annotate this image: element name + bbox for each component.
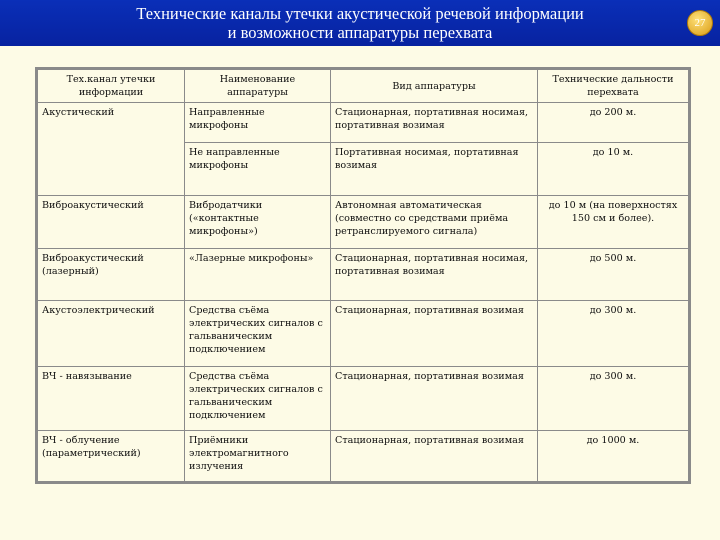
cell-range: до 300 м. [538, 301, 690, 367]
cell-kind: Стационарная, портативная возимая [331, 431, 538, 483]
column-header-channel: Тех.канал утечки информации [37, 69, 185, 103]
table-row [37, 431, 690, 483]
cell-channel: Акустоэлектрический [37, 301, 185, 367]
cell-kind: Стационарная, портативная возимая [331, 367, 538, 431]
cell-kind: Стационарная, портативная возимая [331, 301, 538, 367]
column-header-kind: Вид аппаратуры [331, 69, 538, 103]
cell-channel: ВЧ - навязывание [37, 367, 185, 431]
cell-equipment: Не направленные микрофоны [185, 143, 331, 196]
cell-range: до 1000 м. [538, 431, 690, 483]
cell-range: до 10 м (на поверхностях 150 см и более). [538, 196, 690, 249]
cell-kind: Автономная автоматическая (совместно со средствами приёма ретранслируемого сигнала) [331, 196, 538, 249]
cell-kind: Стационарная, портативная носимая, портативная возимая [331, 103, 538, 143]
cell-channel: Виброакустический [37, 196, 185, 249]
slide-title-line-1: Технические каналы утечки акустической речевой информации [136, 4, 584, 23]
slide-header [0, 0, 720, 46]
table-row [37, 103, 690, 143]
table-row [37, 367, 690, 431]
cell-equipment: Направленные микрофоны [185, 103, 331, 143]
slide-title-line-2: и возможности аппаратуры перехвата [227, 23, 493, 42]
column-header-equipment: Наименование аппаратуры [185, 69, 331, 103]
cell-kind: Стационарная, портативная носимая, портативная возимая [331, 249, 538, 301]
table-row [37, 196, 690, 249]
table-header-row [37, 69, 690, 103]
cell-channel: Акустический [37, 103, 185, 196]
table-row [37, 301, 690, 367]
cell-range: до 300 м. [538, 367, 690, 431]
cell-equipment: Средства съёма электрических сигналов с гальваническим подключением [185, 301, 331, 367]
cell-equipment: Приёмники электромагнитного излучения [185, 431, 331, 483]
column-header-range: Технические дальности перехвата [538, 69, 690, 103]
page-number-badge: 27 [687, 10, 713, 36]
cell-channel: ВЧ - облучение (параметрический) [37, 431, 185, 483]
table-row [37, 249, 690, 301]
cell-equipment: Вибродатчики («контактные микрофоны») [185, 196, 331, 249]
cell-equipment: «Лазерные микрофоны» [185, 249, 331, 301]
cell-channel: Виброакустический (лазерный) [37, 249, 185, 301]
cell-kind: Портативная носимая, портативная возимая [331, 143, 538, 196]
cell-range: до 200 м. [538, 103, 690, 143]
cell-equipment: Средства съёма электрических сигналов с гальваническим подключением [185, 367, 331, 431]
leak-channels-table [35, 67, 691, 484]
cell-range: до 500 м. [538, 249, 690, 301]
cell-range: до 10 м. [538, 143, 690, 196]
